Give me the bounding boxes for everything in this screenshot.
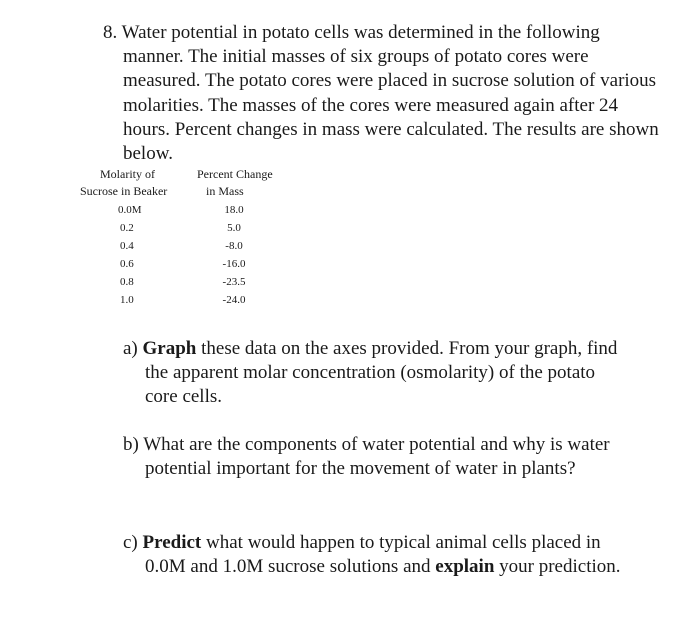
question-number: 8. [103,22,118,43]
table-cell-change: -24.0 [222,294,246,306]
col1-header-line1: Molarity of [100,167,155,181]
table-cell-change: -23.5 [222,276,246,288]
part-c-text-mid: what would happen to typical animal cells placed in 0.0M and 1.0M sucrose solutions and [145,532,601,577]
table-cell-change: -8.0 [225,240,243,252]
table-cell-molarity: 0.0M [118,204,142,216]
part-c [123,531,623,579]
part-b-text: b) What are the components of water potential and why is water potential important for the movement of water in plants? [123,434,610,479]
part-c-text-end: your prediction. [494,556,621,577]
part-b [123,433,623,481]
table-cell-molarity: 1.0 [120,294,134,306]
part-a-text: these data on the axes provided. From your graph, find the apparent molar concentration (osmolarity) of the potato core cells. [145,338,618,407]
table-cell-molarity: 0.8 [120,276,134,288]
table-cell-change: 18.0 [224,204,244,216]
part-a-prefix: a) [123,338,143,359]
col1-header-line2: Sucrose in Beaker [80,184,168,198]
part-c-bold-explain: explain [435,556,495,577]
table-cell-change: -16.0 [222,258,246,270]
table-cell-molarity: 0.4 [120,240,134,252]
col2-header-line2: in Mass [206,184,244,198]
question-body: Water potential in potato cells was determined in the following manner. The initial masses of six groups of potato cores were measured. The potato cores were placed in sucrose solution of various molarities. The masses of the cores were measured again after 24 hours. Percent changes in mass were calculated. The results are shown below. [121,22,659,165]
part-c-prefix: c) [123,532,143,553]
table-cell-molarity: 0.2 [120,222,134,234]
part-a-bold: Graph [142,338,197,359]
question-8 [103,21,663,166]
table-cell-molarity: 0.6 [120,258,134,270]
col2-header-line1: Percent Change [197,167,273,181]
part-c-bold-predict: Predict [142,532,202,553]
table-cell-change: 5.0 [227,222,241,234]
part-a [123,337,623,409]
question-text [103,21,663,166]
